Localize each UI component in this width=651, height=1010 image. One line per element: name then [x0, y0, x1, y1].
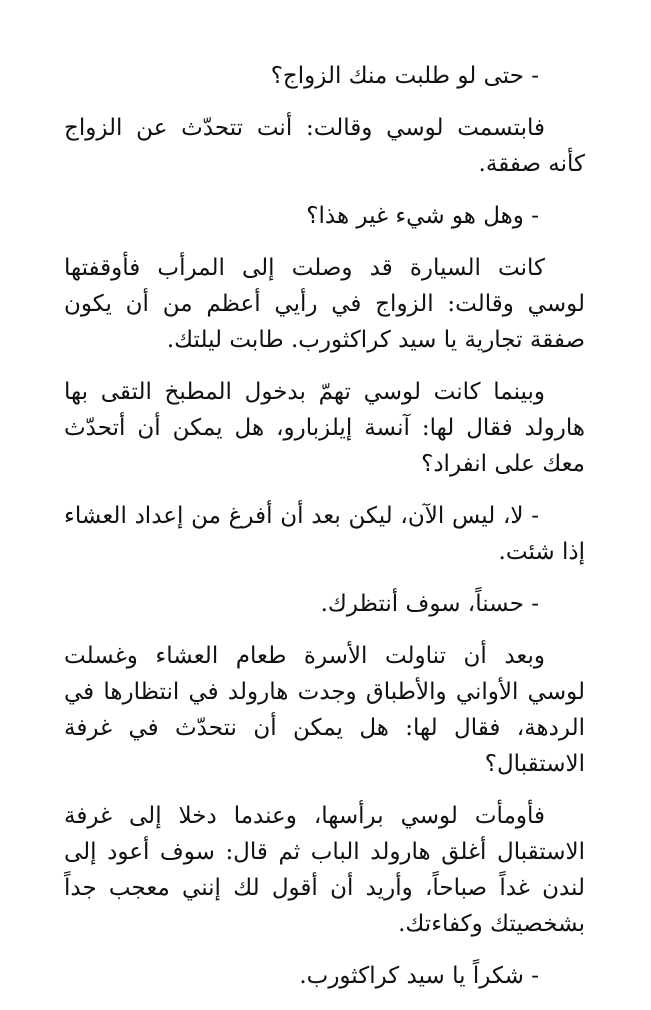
- paragraph-9: فأومأت لوسي برأسها، وعندما دخلا إلى غرفة الاستقبال أغلق هارولد الباب ثم قال: سوف أعود إلى لندن غداً صباحاً، وأريد أن أقول لك إنني معجب جداً بشخصيتك وكفاءتك.: [64, 803, 585, 937]
- paragraph-6: - لا، ليس الآن، ليكن بعد أن أفرغ من إعداد العشاء إذا شئت.: [64, 503, 585, 565]
- paragraph-4: كانت السيارة قد وصلت إلى المرأب فأوقفتها لوسي وقالت: الزواج في رأيي أعظم من أن يكون صفقة تجارية يا سيد كراكثورب. طابت ليلتك.: [64, 255, 585, 353]
- paragraph-3: - وهل هو شيء غير هذا؟: [306, 203, 539, 229]
- paragraph-7: - حسناً، سوف أنتظرك.: [320, 591, 539, 617]
- paragraph-10: - شكراً يا سيد كراكثورب.: [299, 963, 539, 989]
- book-page: [64, 58, 585, 1010]
- paragraph-1: - حتى لو طلبت منك الزواج؟: [270, 63, 539, 89]
- paragraph-5: وبينما كانت لوسي تهمّ بدخول المطبخ التقى بها هارولد فقال لها: آنسة إيلزبارو، هل يمكن أن أتحدّث معك على انفراد؟: [64, 379, 585, 477]
- paragraph-8: وبعد أن تناولت الأسرة طعام العشاء وغسلت لوسي الأواني والأطباق وجدت هارولد في انتظارها في الردهة، فقال لها: هل يمكن أن نتحدّث في غرفة الاستقبال؟: [64, 643, 585, 777]
- paragraph-2: فابتسمت لوسي وقالت: أنت تتحدّث عن الزواج كأنه صفقة.: [64, 115, 585, 177]
